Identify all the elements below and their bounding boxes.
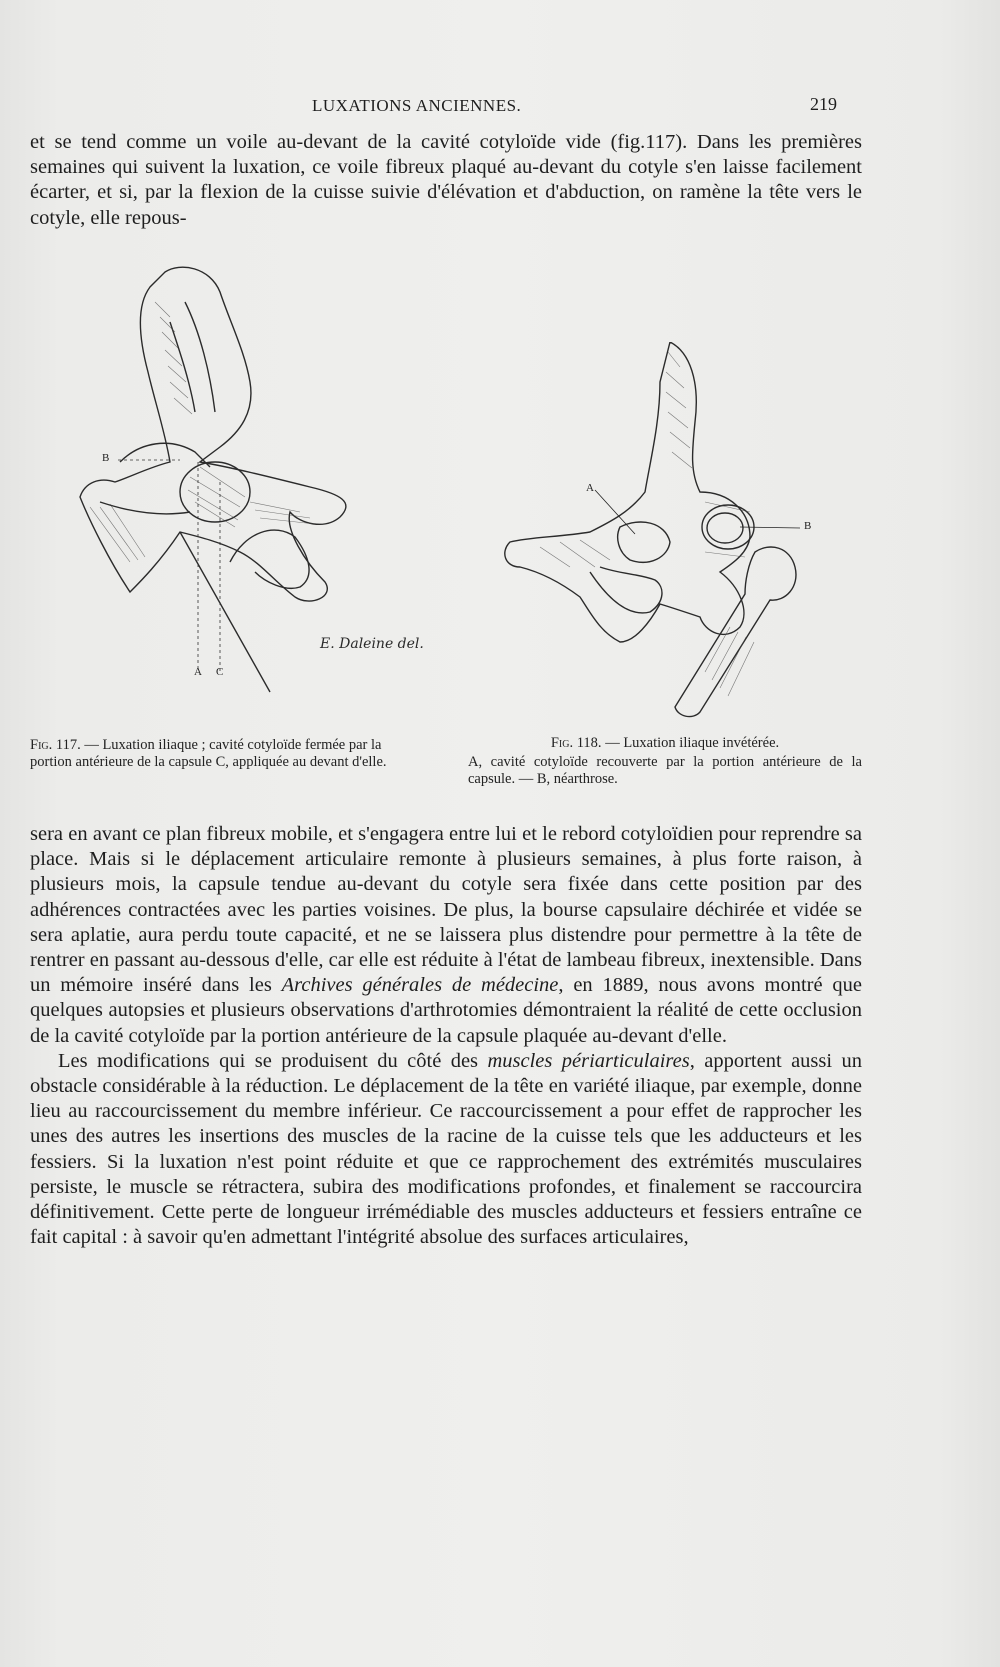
- figure-118: [500, 342, 850, 722]
- figure-118-caption-number: Fig. 118.: [550, 735, 602, 751]
- body-text: [30, 822, 862, 1250]
- figure-117-label-b: B: [102, 452, 110, 464]
- figure-118-caption-text: A, cavité cotyloïde recouverte par la portion antérieure de la capsule. — B, néarthrose.: [468, 754, 862, 787]
- intro-paragraph-block: [30, 130, 862, 231]
- body-paragraph-1-part-2: , en 1889, nous avons montré que quelques autopsies et plusieurs observations d'arthrotomies démontraient la réalité de cette occlusion de la cavité cotyloïde par la portion antérieure de la capsule plaquée au-devant d'elle.: [30, 974, 862, 1047]
- running-title: LUXATIONS ANCIENNES.: [312, 96, 522, 115]
- figure-117-caption: [30, 737, 410, 771]
- intro-paragraph: et se tend comme un voile au-devant de la cavité cotyloïde vide (fig.117). Dans les premières semaines qui suivent la luxation, ce voile fibreux plaqué au-devant du cotyle s'en laisse facilement écarter, et si, par la flexion de la cuisse suivie d'élévation et d'abduction, on ramène la tête vers le cotyle, elle repous-: [30, 131, 862, 229]
- figure-117-label-a: A: [194, 666, 202, 678]
- page-header: [30, 96, 850, 122]
- body-paragraph-2-part-2: , apportent aussi un obstacle considérable à la réduction. Le déplacement de la tête en variété iliaque, par exemple, donne lieu au raccourcissement du membre inférieur. Ce raccourcissement a pour effet de rapprocher les unes des autres les insertions des muscles de la racine de la cuisse tels que les adducteurs et les fessiers. Si la luxation n'est point réduite et que ce rapprochement des extrémités musculaires persiste, le muscle se rétractera, subira des modifications profondes, et finalement se raccourcira définitivement. Cette perte de longueur irrémédiable des muscles adducteurs et fessiers entraîne ce fait capital : à savoir qu'en admettant l'intégrité absolue des surfaces articulaires,: [30, 1049, 862, 1249]
- figure-117-caption-text: — Luxation iliaque ; cavité cotyloïde fermée par la portion antérieure de la capsule C, appliquée au devant d'elle.: [30, 737, 387, 770]
- figure-118-label-b: B: [804, 520, 812, 532]
- figure-117-engraving: [70, 262, 430, 722]
- body-paragraph-2: [30, 1049, 862, 1251]
- body-paragraph-2-part-1: Les modifications qui se produisent du côté des: [58, 1049, 488, 1072]
- figure-118-caption: [468, 735, 862, 788]
- journal-title: Archives générales de médecine: [281, 974, 559, 997]
- figure-117-label-c: C: [216, 666, 224, 678]
- figure-118-label-a: A: [586, 482, 594, 494]
- figure-117-caption-number: Fig. 117.: [30, 737, 81, 753]
- figure-117: [70, 262, 430, 722]
- body-paragraph-1-part-1: sera en avant ce plan fibreux mobile, et s'engagera entre lui et le rebord cotyloïdien pour reprendre sa place. Mais si le déplacement articulaire remonte à plusieurs semaines, à plus forte raison, à plusieurs mois, la capsule tendue au-devant du cotyle sera fixée dans cette position par des adhérences contractées avec les parties voisines. De plus, la bourse capsulaire déchirée et vidée se sera aplatie, aura perdu toute capacité, et ne se laissera plus distendre pour permettre à la tête de rentrer en passant au-dessous d'elle, car elle est réduite à l'état de lambeau fibreux, inextensible. Dans un mémoire inséré dans les: [30, 823, 862, 997]
- body-paragraph-1: [30, 822, 862, 1049]
- page-number: 219: [810, 94, 837, 114]
- engraver-signature: E. Daleine del.: [320, 636, 424, 652]
- figures-area: [30, 262, 862, 802]
- figure-118-engraving: [500, 342, 850, 722]
- figure-118-caption-title: — Luxation iliaque invétérée.: [605, 735, 780, 751]
- muscles-term: muscles périarticulaires: [487, 1049, 690, 1072]
